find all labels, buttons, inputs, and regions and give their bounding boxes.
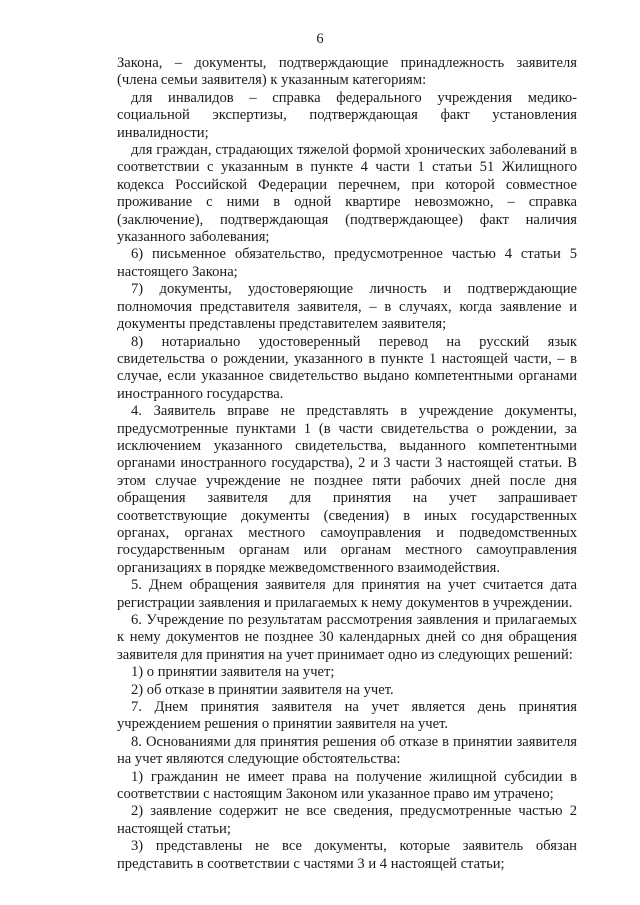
paragraph: для инвалидов – справка федерального учреждения медико-социальной экспертизы, подтверждающая факт установления инвалидности; [117, 89, 577, 141]
paragraph: 1) гражданин не имеет права на получение жилищной субсидии в соответствии с настоящим Законом или указанное право им утрачено; [117, 768, 577, 803]
page-number: 6 [316, 31, 324, 47]
paragraph: 2) заявление содержит не все сведения, предусмотренные частью 2 настоящей статьи; [117, 803, 577, 837]
paragraph: 5. Днем обращения заявителя для принятия на учет считается дата регистрации заявления и прилагаемых к нему документов в учреждении. [117, 577, 577, 611]
paragraph: 8. Основаниями для принятия решения об отказе в принятии заявителя на учет являются следующие обстоятельства: [117, 733, 577, 768]
paragraph: 7) документы, удостоверяющие личность и подтверждающие полномочия представителя заявителя, – в случаях, когда заявление и документы представлены представителем заявителя; [117, 281, 577, 333]
paragraph: Закона, – документы, подтверждающие принадлежность заявителя (члена семьи заявителя) к указанным категориям: [117, 55, 577, 89]
paragraph: 3) представлены не все документы, которые заявитель обязан представить в соответствии с частями 3 и 4 настоящей статьи; [117, 838, 577, 872]
paragraph: 1) о принятии заявителя на учет; [131, 664, 335, 681]
document-body [117, 55, 577, 873]
paragraph: 6) письменное обязательство, предусмотренное частью 4 статьи 5 настоящего Закона; [117, 246, 577, 280]
paragraph: 6. Учреждение по результатам рассмотрения заявления и прилагаемых к нему документов не позднее 30 календарных дней со дня обращения заявителя для принятия на учет принимает одно из следующих решений: [117, 612, 577, 663]
paragraph: 7. Днем принятия заявителя на учет является день принятия учреждением решения о принятии заявителя на учет. [117, 699, 577, 733]
paragraph: 2) об отказе в принятии заявителя на учет. [131, 681, 394, 698]
paragraph: 8) нотариально удостоверенный перевод на русский язык свидетельства о рождении, указанного в пункте 1 настоящей части, – в случае, если указанное свидетельство выдано компетентными органами иностранного государства. [117, 333, 577, 402]
paragraph: для граждан, страдающих тяжелой формой хронических заболеваний в соответствии с указанным в пункте 4 части 1 статьи 51 Жилищного кодекса Российской Федерации перечнем, при которой совместное проживание с ними в одной квартире невозможно, – справка (заключение), подтверждающая (подтверждающее) факт наличия указанного заболевания; [117, 142, 577, 246]
paragraph: 4. Заявитель вправе не представлять в учреждение документы, предусмотренные пунктами 1 (в части свидетельства о рождении, за исключением указанного свидетельства, выданного компетентными органами иностранного государства), 2 и 3 части 3 настоящей статьи. В этом случае учреждение не позднее пяти рабочих дней после дня обращения заявителя для принятия на учет запрашивает соответствующие документы (сведения) в иных государственных органах, органах местного самоуправления и подведомственных государственным органам или органам местного самоуправления организациях в порядке межведомственного взаимодействия. [117, 403, 577, 576]
